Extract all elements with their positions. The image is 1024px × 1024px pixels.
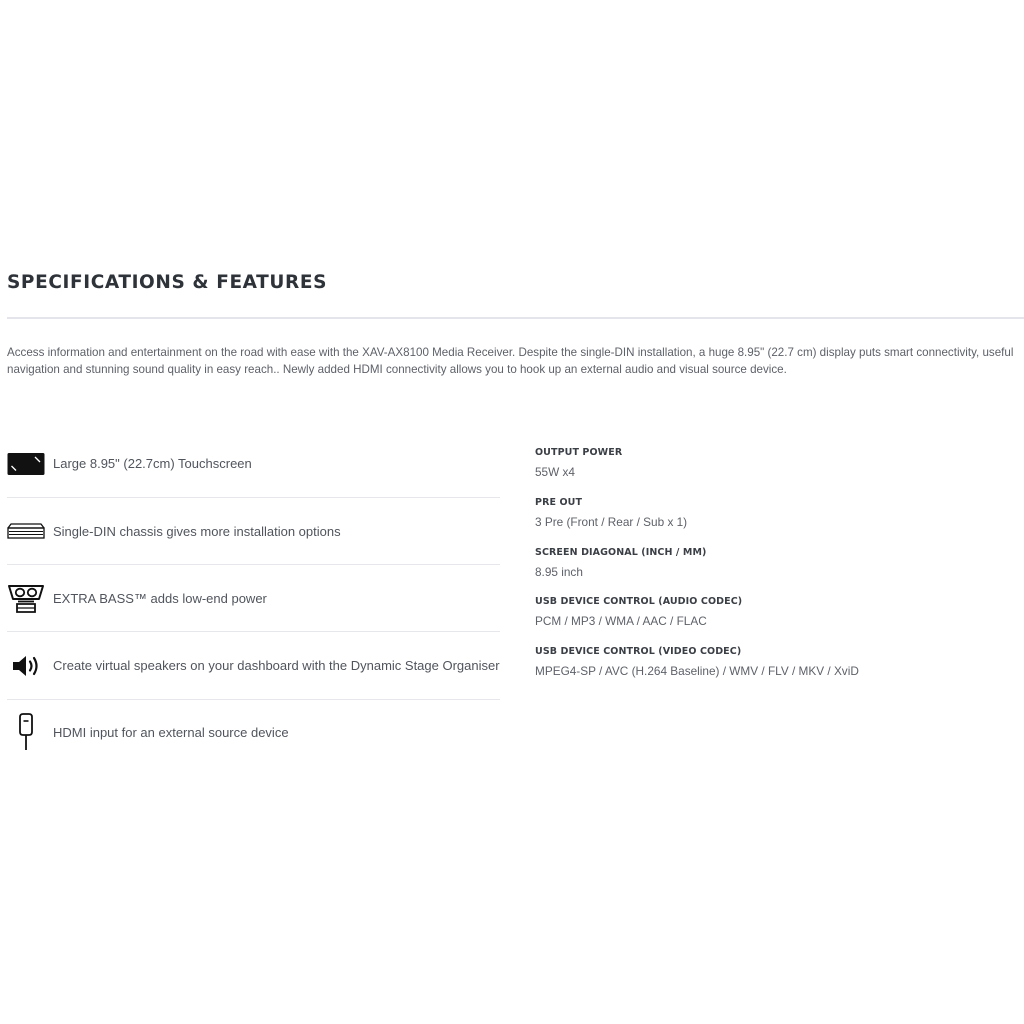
spec-list bbox=[535, 446, 1015, 695]
spec-value: PCM / MP3 / WMA / AAC / FLAC bbox=[535, 614, 707, 629]
spec-value: 55W x4 bbox=[535, 465, 575, 479]
spec-label: USB DEVICE CONTROL (VIDEO CODEC) bbox=[535, 646, 742, 657]
feature-item-hdmi bbox=[7, 700, 500, 764]
title-divider bbox=[7, 317, 1024, 319]
spec-value: 3 Pre (Front / Rear / Sub x 1) bbox=[535, 514, 688, 529]
feature-item-touchscreen bbox=[7, 430, 500, 498]
spec-value: 8.95 inch bbox=[535, 564, 583, 579]
product-description: Access information and entertainment on the road with ease with the XAV-AX8100 Media Receiver. Despite the single-DIN installation, a huge 8.95" (22.7 cm) display puts smart connectivity, useful navigation and stunning sound quality in easy reach.. Newly added HDMI connectivity allows you to hook up an external audio and visual source device. bbox=[7, 346, 1014, 376]
hdmi-icon bbox=[7, 712, 45, 752]
feature-item-extra-bass bbox=[7, 565, 500, 632]
spec-item-audio-codec bbox=[535, 595, 1015, 645]
section-title: SPECIFICATIONS & FEATURES bbox=[7, 272, 328, 293]
spec-label: SCREEN DIAGONAL (INCH / MM) bbox=[535, 546, 707, 558]
single-din-chassis-icon bbox=[7, 511, 45, 551]
feature-text: EXTRA BASS™ adds low-end power bbox=[53, 590, 267, 606]
spec-item-output-power bbox=[535, 446, 1015, 496]
feature-text: Large 8.95" (22.7cm) Touchscreen bbox=[53, 456, 252, 471]
feature-list bbox=[7, 430, 500, 764]
spec-item-screen-diagonal bbox=[535, 546, 1015, 596]
spec-label: OUTPUT POWER bbox=[535, 447, 623, 458]
touchscreen-icon bbox=[7, 444, 45, 484]
feature-text: Create virtual speakers on your dashboard with the Dynamic Stage Organiser bbox=[53, 658, 500, 673]
feature-text: Single-DIN chassis gives more installation options bbox=[53, 523, 341, 539]
spec-value: MPEG4-SP / AVC (H.264 Baseline) / WMV / FLV / MKV / XviD bbox=[535, 664, 859, 678]
spec-label: PRE OUT bbox=[535, 496, 583, 508]
spec-item-video-codec bbox=[535, 645, 1015, 695]
extra-bass-icon bbox=[7, 578, 45, 618]
spec-item-pre-out bbox=[535, 496, 1015, 546]
spec-label: USB DEVICE CONTROL (AUDIO CODEC) bbox=[535, 596, 743, 608]
speaker-icon bbox=[7, 646, 45, 686]
feature-item-single-din bbox=[7, 498, 500, 565]
feature-item-dynamic-stage bbox=[7, 632, 500, 700]
feature-text: HDMI input for an external source device bbox=[53, 724, 289, 740]
